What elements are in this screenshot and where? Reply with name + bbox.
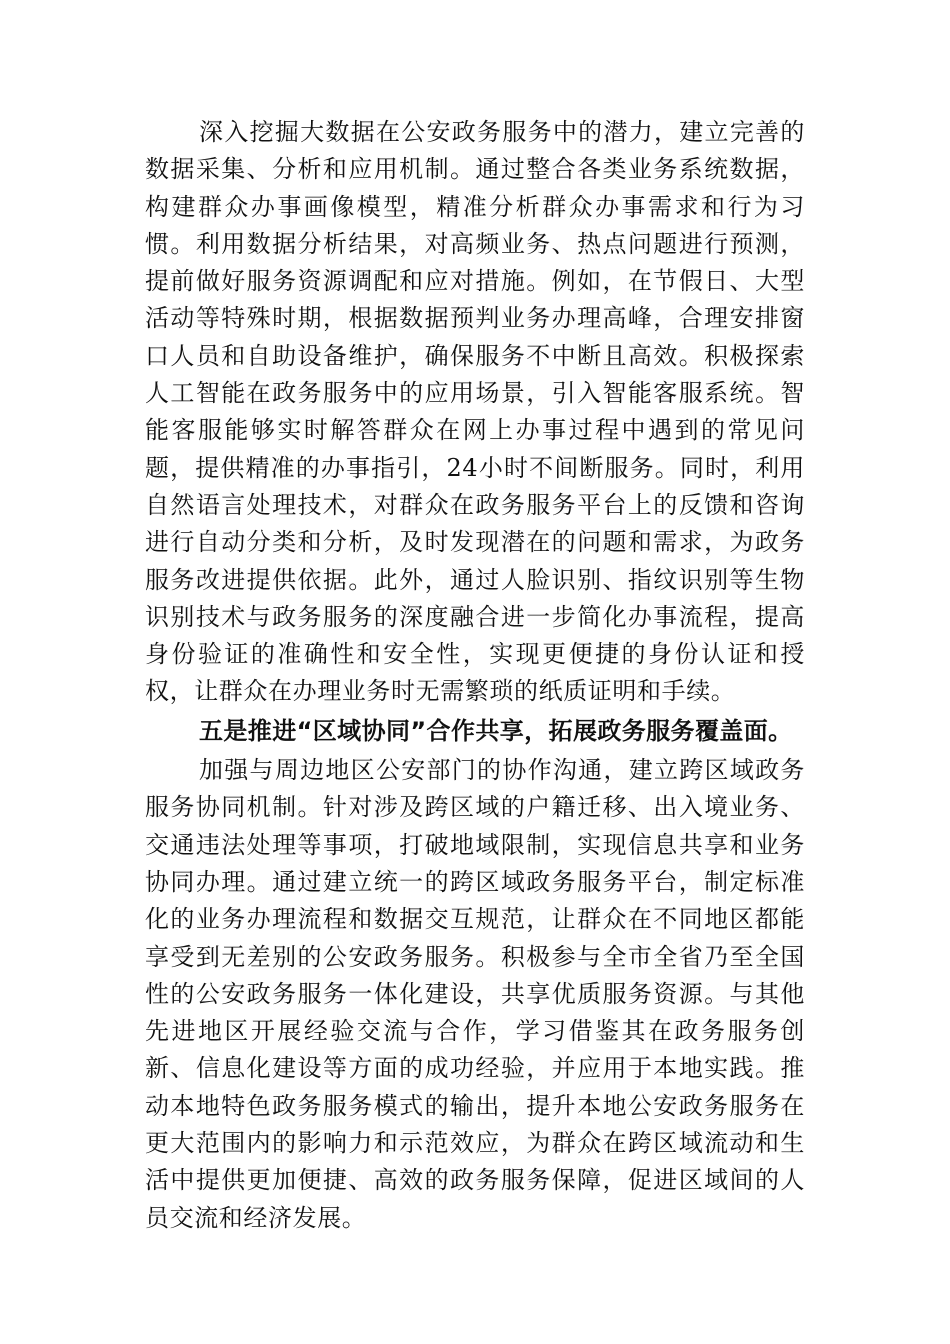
section-heading-regional-collaboration: 五是推进“区域协同”合作共享，拓展政务服务覆盖面。 <box>199 716 793 745</box>
paragraph-regional-collaboration: 加强与周边地区公安部门的协作沟通，建立跨区域政务服务协同机制。针对涉及跨区域的户籍迁移、出入境业务、交通违法处理等事项，打破地域限制，实现信息共享和业务协同办理。通过建立统一的跨区域政务服务平台，制定标准化的业务办理流程和数据交互规范，让群众在不同地区都能享受到无差别的公安政务服务。积极参与全市全省乃至全国性的公安政务服务一体化建设，共享优质服务资源。与其他先进地区开展经验交流与合作，学习借鉴其在政务服务创新、信息化建设等方面的成功经验，并应用于本地实践。推动本地特色政务服务模式的输出，提升本地公安政务服务在更大范围内的影响力和示范效应，为群众在跨区域流动和生活中提供更加便捷、高效的政务服务保障，促进区域间的人员交流和经济发展。 <box>145 756 805 1232</box>
paragraph-big-data: 深入挖掘大数据在公安政务服务中的潜力，建立完善的数据采集、分析和应用机制。通过整合各类业务系统数据，构建群众办事画像模型，精准分析群众办事需求和行为习惯。利用数据分析结果，对高频业务、热点问题进行预测，提前做好服务资源调配和应对措施。例如，在节假日、大型活动等特殊时期，根据数据预判业务办理高峰，合理安排窗口人员和自助设备维护，确保服务不中断且高效。积极探索人工智能在政务服务中的应用场景，引入智能客服系统。智能客服能够实时解答群众在网上办事过程中遇到的常见问题，提供精准的办事指引，24小时不间断服务。同时，利用自然语言处理技术，对群众在政务服务平台上的反馈和咨询进行自动分类和分析，及时发现潜在的问题和需求，为政务服务改进提供依据。此外，通过人脸识别、指纹识别等生物识别技术与政务服务的深度融合进一步简化办事流程，提高身份验证的准确性和安全性，实现更便捷的身份认证和授权，让群众在办理业务时无需繁琐的纸质证明和手续。 <box>145 118 805 706</box>
document-body <box>145 114 805 1237</box>
